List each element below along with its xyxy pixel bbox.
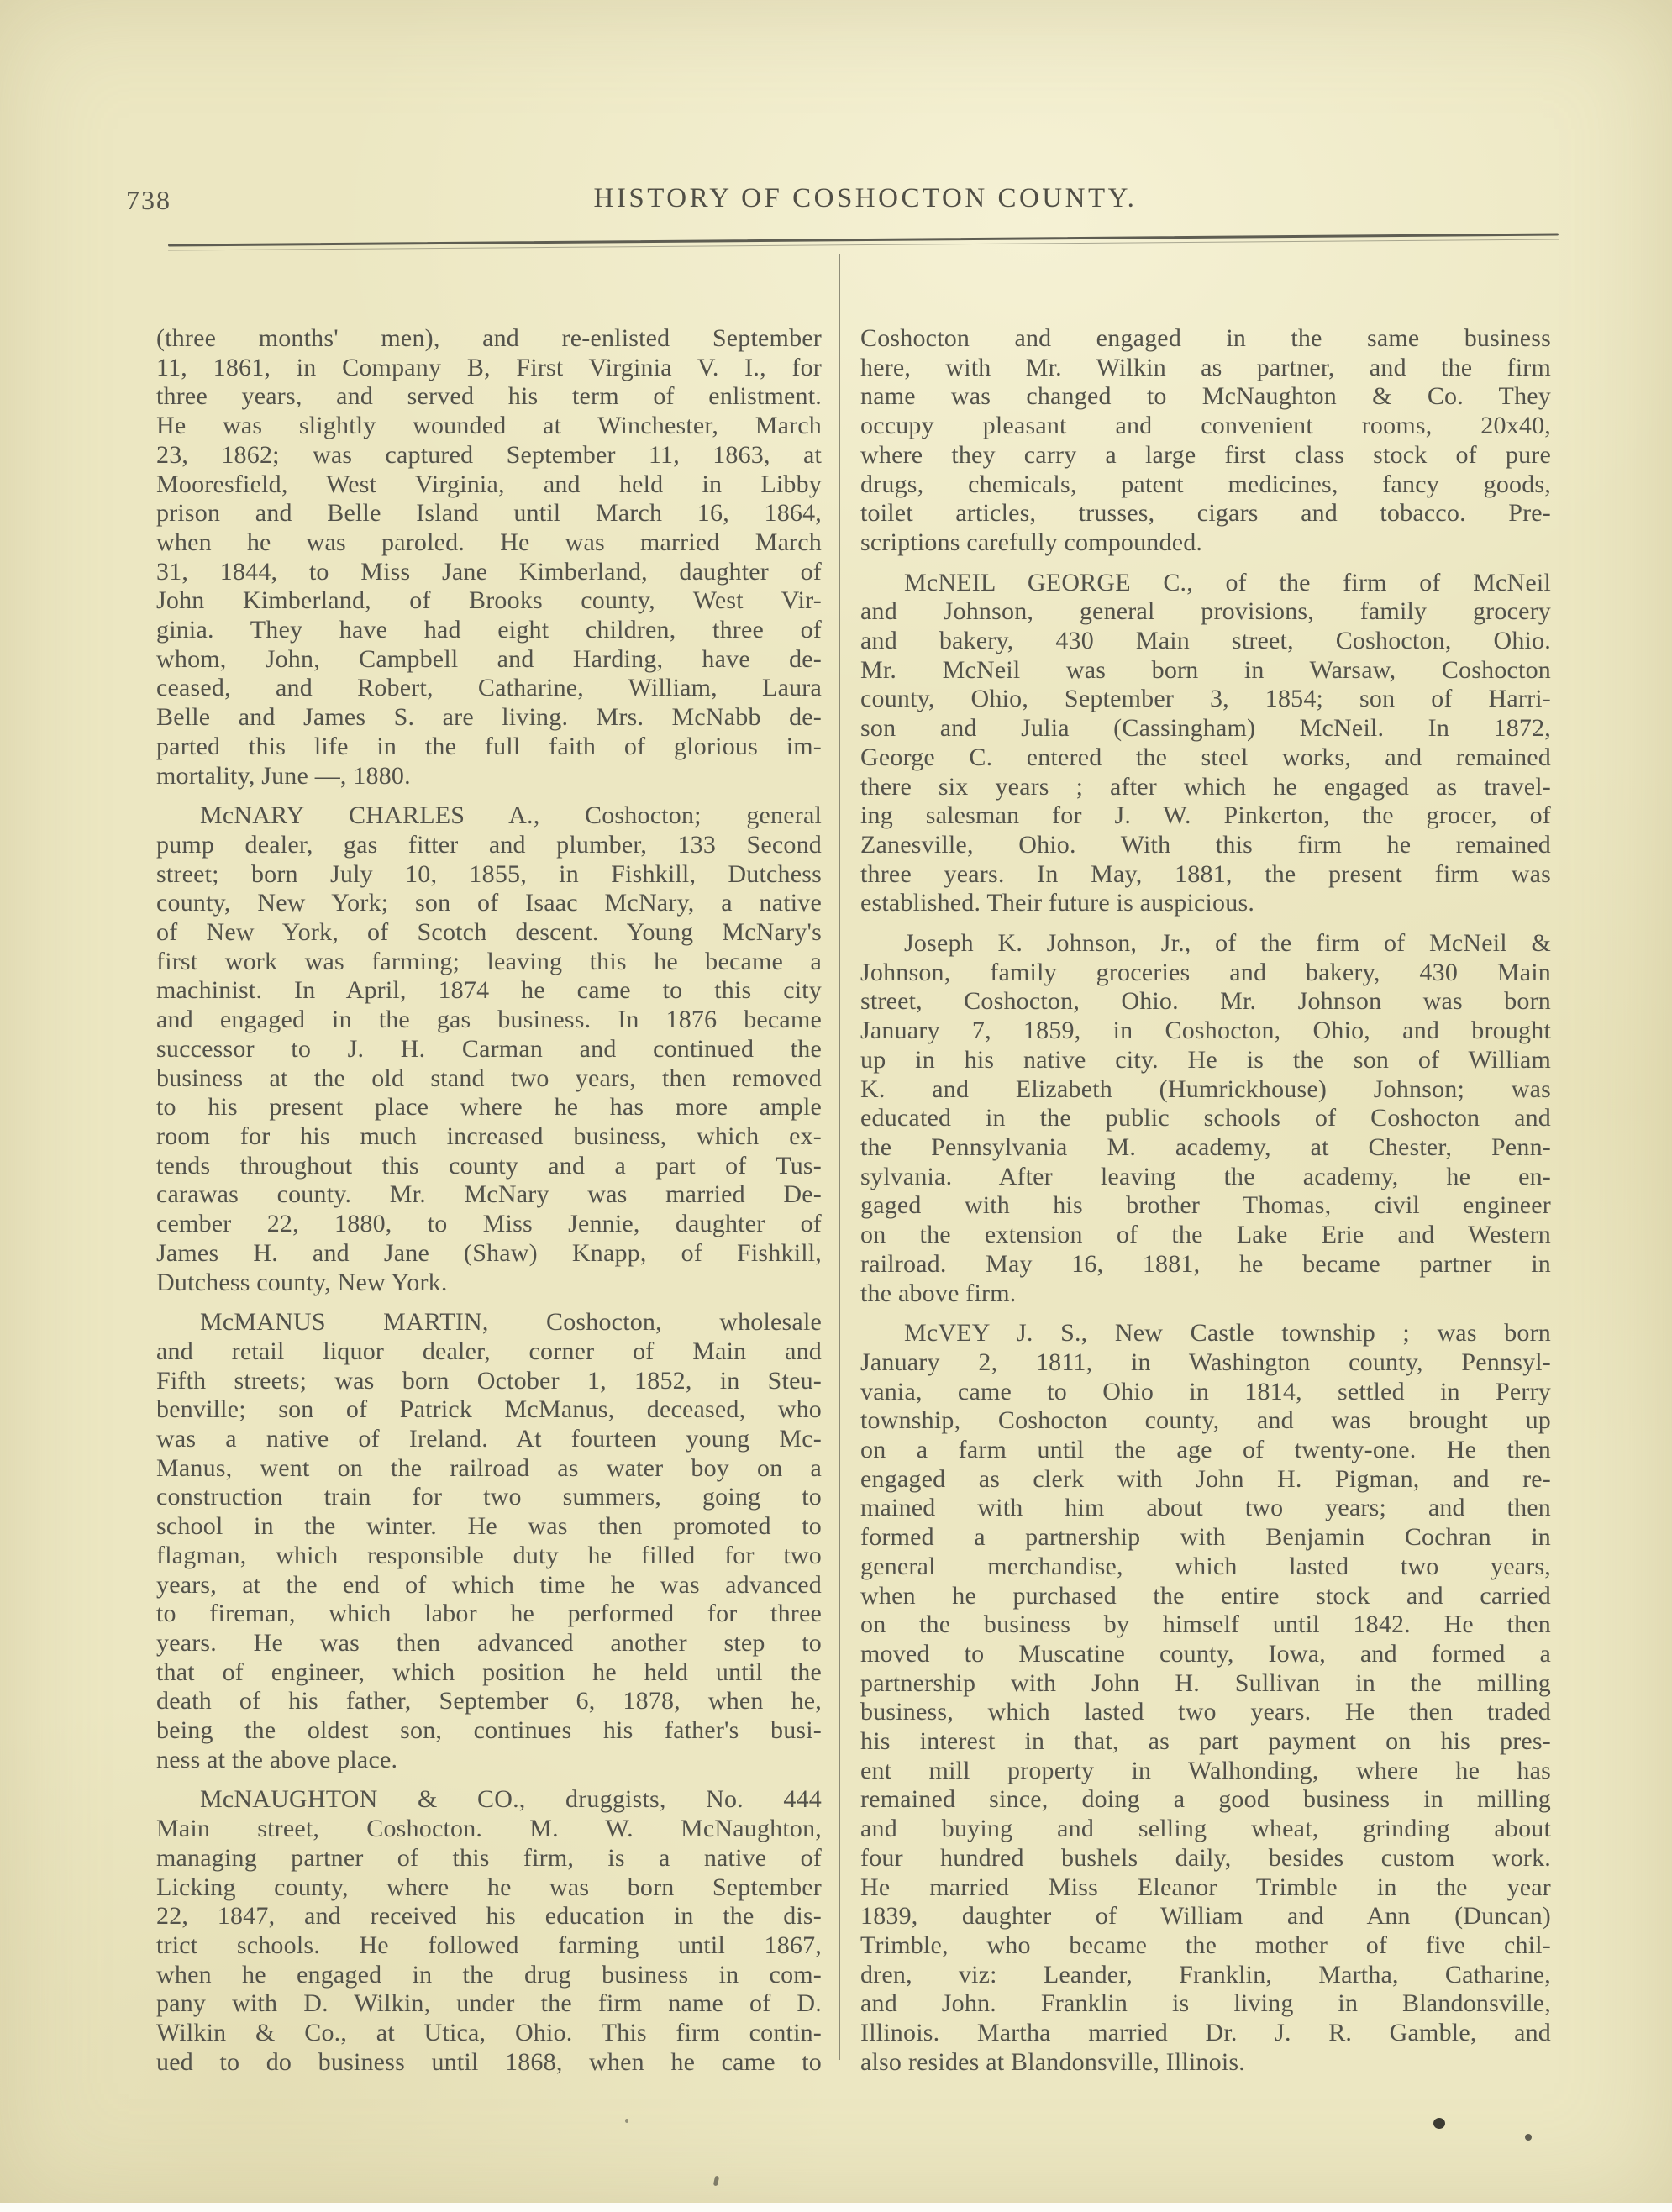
text-line: 22, 1847, and received his education in the dis- xyxy=(156,1902,822,1931)
text-line: ness at the above place. xyxy=(156,1745,398,1773)
text-line: construction train for two summers, going to xyxy=(156,1483,822,1511)
text-line: ent mill property in Walhonding, where he has xyxy=(860,1756,1551,1784)
text-line: Coshocton and engaged in the same business xyxy=(860,324,1551,352)
scan-bottom-edge xyxy=(0,2203,1672,2212)
text-line: drugs, chemicals, patent medicines, fancy goods, xyxy=(860,470,1551,498)
text-line: Trimble, who became the mother of five chil- xyxy=(860,1931,1551,1959)
text-line: and retail liquor dealer, corner of Main and xyxy=(156,1337,822,1365)
text-line: township, Coshocton county, and was brought up xyxy=(860,1406,1551,1435)
text-line: educated in the public schools of Coshocton and xyxy=(860,1104,1551,1132)
text-line: years. He was then advanced another step to xyxy=(156,1628,822,1657)
text-line: mortality, June —, 1880. xyxy=(156,761,411,790)
text-line: dren, viz: Leander, Franklin, Martha, Catharine, xyxy=(860,1960,1551,1989)
text-line: general merchandise, which lasted two years, xyxy=(860,1552,1551,1580)
text-line: pump dealer, gas fitter and plumber, 133 Second xyxy=(156,830,822,859)
text-line: trict schools. He followed farming until 1867, xyxy=(156,1931,822,1959)
text-line: carawas county. Mr. McNary was married De- xyxy=(156,1180,822,1209)
text-line: machinist. In April, 1874 he came to this city xyxy=(156,976,822,1005)
text-line: gaged with his brother Thomas, civil engineer xyxy=(860,1191,1551,1220)
text-line: McMANUS MARTIN, Coshocton, wholesale xyxy=(200,1308,822,1337)
text-line: Belle and James S. are living. Mrs. McNabb de- xyxy=(156,703,822,732)
paragraph xyxy=(860,929,1551,1308)
text-line: Fifth streets; was born October 1, 1852, in Steu- xyxy=(156,1366,822,1395)
text-line: and buying and selling wheat, grinding about xyxy=(860,1815,1551,1843)
text-line: parted this life in the full faith of glorious im- xyxy=(156,732,822,760)
text-line: Dutchess county, New York. xyxy=(156,1268,448,1296)
text-line: McNAUGHTON & CO., druggists, No. 444 xyxy=(200,1785,822,1814)
text-line: on the extension of the Lake Erie and Western xyxy=(860,1221,1551,1249)
text-line: ued to do business until 1868, when he came to xyxy=(156,2047,822,2076)
column-divider xyxy=(839,254,840,2060)
left-column xyxy=(156,324,822,2088)
paragraph xyxy=(156,801,822,1297)
text-line: room for his much increased business, which ex- xyxy=(156,1122,822,1150)
text-line: Licking county, where he was born September xyxy=(156,1873,822,1901)
text-line: McNEIL GEORGE C., of the firm of McNeil xyxy=(904,568,1551,596)
ink-speck xyxy=(1433,2118,1445,2129)
text-line: flagman, which responsible duty he filled for two xyxy=(156,1541,822,1569)
text-line: formed a partnership with Benjamin Cochran in xyxy=(860,1523,1551,1552)
text-line: also resides at Blandonsville, Illinois. xyxy=(860,2047,1245,2076)
text-line: partnership with John H. Sullivan in the milling xyxy=(860,1668,1551,1697)
text-line: occupy pleasant and convenient rooms, 20x40, xyxy=(860,412,1551,440)
text-line: the above firm. xyxy=(860,1279,1017,1307)
text-line: vania, came to Ohio in 1814, settled in Perry xyxy=(860,1377,1551,1405)
text-line: street, Coshocton, Ohio. Mr. Johnson was born xyxy=(860,987,1551,1016)
text-line: to fireman, which labor he performed for three xyxy=(156,1600,822,1628)
paragraph xyxy=(156,324,822,791)
text-line: street; born July 10, 1855, in Fishkill, Dutchess xyxy=(156,859,822,888)
text-line: John Kimberland, of Brooks county, West Vir- xyxy=(156,586,822,615)
text-line: there six years ; after which he engaged as travel- xyxy=(860,772,1551,801)
text-line: on a farm until the age of twenty-one. He then xyxy=(860,1436,1551,1464)
text-line: cember 22, 1880, to Miss Jennie, daughter of xyxy=(156,1210,822,1238)
text-line: mained with him about two years; and then xyxy=(860,1494,1551,1522)
text-line: prison and Belle Island until March 16, 1864, xyxy=(156,499,822,528)
text-line: 11, 1861, in Company B, First Virginia V. I., for xyxy=(156,353,822,381)
text-line: benville; son of Patrick McManus, deceased, who xyxy=(156,1395,822,1424)
page-number: 738 xyxy=(126,185,171,215)
text-line: He married Miss Eleanor Trimble in the year xyxy=(860,1873,1551,1901)
text-line: 31, 1844, to Miss Jane Kimberland, daughter of xyxy=(156,557,822,586)
text-line: McVEY J. S., New Castle township ; was born xyxy=(904,1319,1551,1348)
paragraph xyxy=(860,324,1551,558)
text-line: up in his native city. He is the son of William xyxy=(860,1045,1551,1074)
text-line: was a native of Ireland. At fourteen young Mc- xyxy=(156,1425,822,1453)
text-line: January 7, 1859, in Coshocton, Ohio, and brought xyxy=(860,1017,1551,1045)
text-line: business, which lasted two years. He then traded xyxy=(860,1698,1551,1726)
header-rule xyxy=(168,234,1559,251)
text-line: first work was farming; leaving this he became a xyxy=(156,947,822,975)
ink-speck xyxy=(1525,2134,1532,2141)
text-line: sylvania. After leaving the academy, he en- xyxy=(860,1162,1551,1190)
right-column xyxy=(860,324,1551,2088)
paragraph xyxy=(860,1319,1551,2077)
text-line: and bakery, 430 Main street, Coshocton, Ohio. xyxy=(860,627,1551,655)
text-line: January 2, 1811, in Washington county, Pennsyl- xyxy=(860,1348,1551,1376)
text-line: of New York, of Scotch descent. Young McNary's xyxy=(156,918,822,947)
text-line: school in the winter. He was then promoted to xyxy=(156,1512,822,1541)
paragraph xyxy=(156,1785,822,2077)
text-line: Illinois. Martha married Dr. J. R. Gamble, and xyxy=(860,2019,1551,2047)
text-line: here, with Mr. Wilkin as partner, and the firm xyxy=(860,353,1551,381)
text-line: when he purchased the entire stock and carried xyxy=(860,1581,1551,1610)
text-line: name was changed to McNaughton & Co. They xyxy=(860,382,1551,411)
text-line: remained since, doing a good business in milling xyxy=(860,1785,1551,1814)
text-line: and engaged in the gas business. In 1876 became xyxy=(156,1006,822,1034)
text-line: county, New York; son of Isaac McNary, a native xyxy=(156,889,822,917)
text-line: to his present place where he has more ample xyxy=(156,1093,822,1122)
text-line: where they carry a large first class stock of pure xyxy=(860,440,1551,469)
text-line: whom, John, Campbell and Harding, have de- xyxy=(156,644,822,673)
text-line: toilet articles, trusses, cigars and tobacco. Pre- xyxy=(860,499,1551,528)
text-line: Johnson, family groceries and bakery, 430 Main xyxy=(860,958,1551,986)
text-line: McNARY CHARLES A., Coshocton; general xyxy=(200,801,822,830)
text-line: K. and Elizabeth (Humrickhouse) Johnson; was xyxy=(860,1074,1551,1103)
text-line: son and Julia (Cassingham) McNeil. In 1872, xyxy=(860,714,1551,743)
text-line: railroad. May 16, 1881, he became partner in xyxy=(860,1249,1551,1278)
text-line: Manus, went on the railroad as water boy on a xyxy=(156,1453,822,1482)
ink-speck xyxy=(713,2176,719,2187)
paragraph xyxy=(156,1308,822,1774)
text-line: George C. entered the steel works, and remained xyxy=(860,743,1551,771)
text-line: county, Ohio, September 3, 1854; son of Harri- xyxy=(860,685,1551,713)
paragraph xyxy=(860,569,1551,918)
text-line: He was slightly wounded at Winchester, March xyxy=(156,412,822,440)
text-line: the Pennsylvania M. academy, at Chester, Penn- xyxy=(860,1132,1551,1161)
text-line: that of engineer, which position he held until the xyxy=(156,1658,822,1686)
text-line: ceased, and Robert, Catharine, William, Laura xyxy=(156,674,822,702)
text-line: Zanesville, Ohio. With this firm he remained xyxy=(860,830,1551,859)
text-line: business at the old stand two years, then removed xyxy=(156,1064,822,1092)
text-line: scriptions carefully compounded. xyxy=(860,528,1203,556)
text-line: ing salesman for J. W. Pinkerton, the grocer, of xyxy=(860,801,1551,830)
text-line: four hundred bushels daily, besides custom work. xyxy=(860,1843,1551,1872)
text-line: engaged as clerk with John H. Pigman, and re- xyxy=(860,1464,1551,1493)
text-line: death of his father, September 6, 1878, when he, xyxy=(156,1687,822,1715)
text-line: pany with D. Wilkin, under the firm name of D. xyxy=(156,1989,822,2018)
text-line: being the oldest son, continues his father's busi- xyxy=(156,1716,822,1745)
text-line: on the business by himself until 1842. He then xyxy=(860,1610,1551,1639)
running-header: HISTORY OF COSHOCTON COUNTY. xyxy=(593,183,1138,213)
text-line: Mr. McNeil was born in Warsaw, Coshocton xyxy=(860,655,1551,684)
text-line: James H. and Jane (Shaw) Knapp, of Fishkill, xyxy=(156,1238,822,1267)
text-line: Mooresfield, West Virginia, and held in Libby xyxy=(156,470,822,498)
text-line: three years, and served his term of enlistment. xyxy=(156,382,822,411)
text-line: when he was paroled. He was married March xyxy=(156,528,822,556)
text-line: managing partner of this firm, is a native of xyxy=(156,1843,822,1872)
text-line: Wilkin & Co., at Utica, Ohio. This firm contin- xyxy=(156,2019,822,2047)
text-line: years, at the end of which time he was advanced xyxy=(156,1570,822,1599)
text-line: Joseph K. Johnson, Jr., of the firm of McNeil & xyxy=(904,929,1551,958)
text-line: established. Their future is auspicious. xyxy=(860,889,1255,917)
text-line: 1839, daughter of William and Ann (Duncan) xyxy=(860,1902,1551,1931)
text-line: (three months' men), and re-enlisted September xyxy=(156,324,822,352)
text-line: his interest in that, as part payment on his pres- xyxy=(860,1727,1551,1756)
text-line: ginia. They have had eight children, three of xyxy=(156,616,822,644)
text-line: 23, 1862; was captured September 11, 1863, at xyxy=(156,440,822,469)
text-line: and John. Franklin is living in Blandonsville, xyxy=(860,1989,1551,2018)
text-line: moved to Muscatine county, Iowa, and formed a xyxy=(860,1639,1551,1668)
text-line: when he engaged in the drug business in com- xyxy=(156,1960,822,1989)
text-line: and Johnson, general provisions, family grocery xyxy=(860,597,1551,626)
text-line: tends throughout this county and a part of Tus- xyxy=(156,1151,822,1180)
ink-speck xyxy=(625,2119,628,2123)
text-line: successor to J. H. Carman and continued the xyxy=(156,1034,822,1063)
text-line: three years. In May, 1881, the present firm was xyxy=(860,859,1551,888)
text-line: Main street, Coshocton. M. W. McNaughton, xyxy=(156,1815,822,1843)
